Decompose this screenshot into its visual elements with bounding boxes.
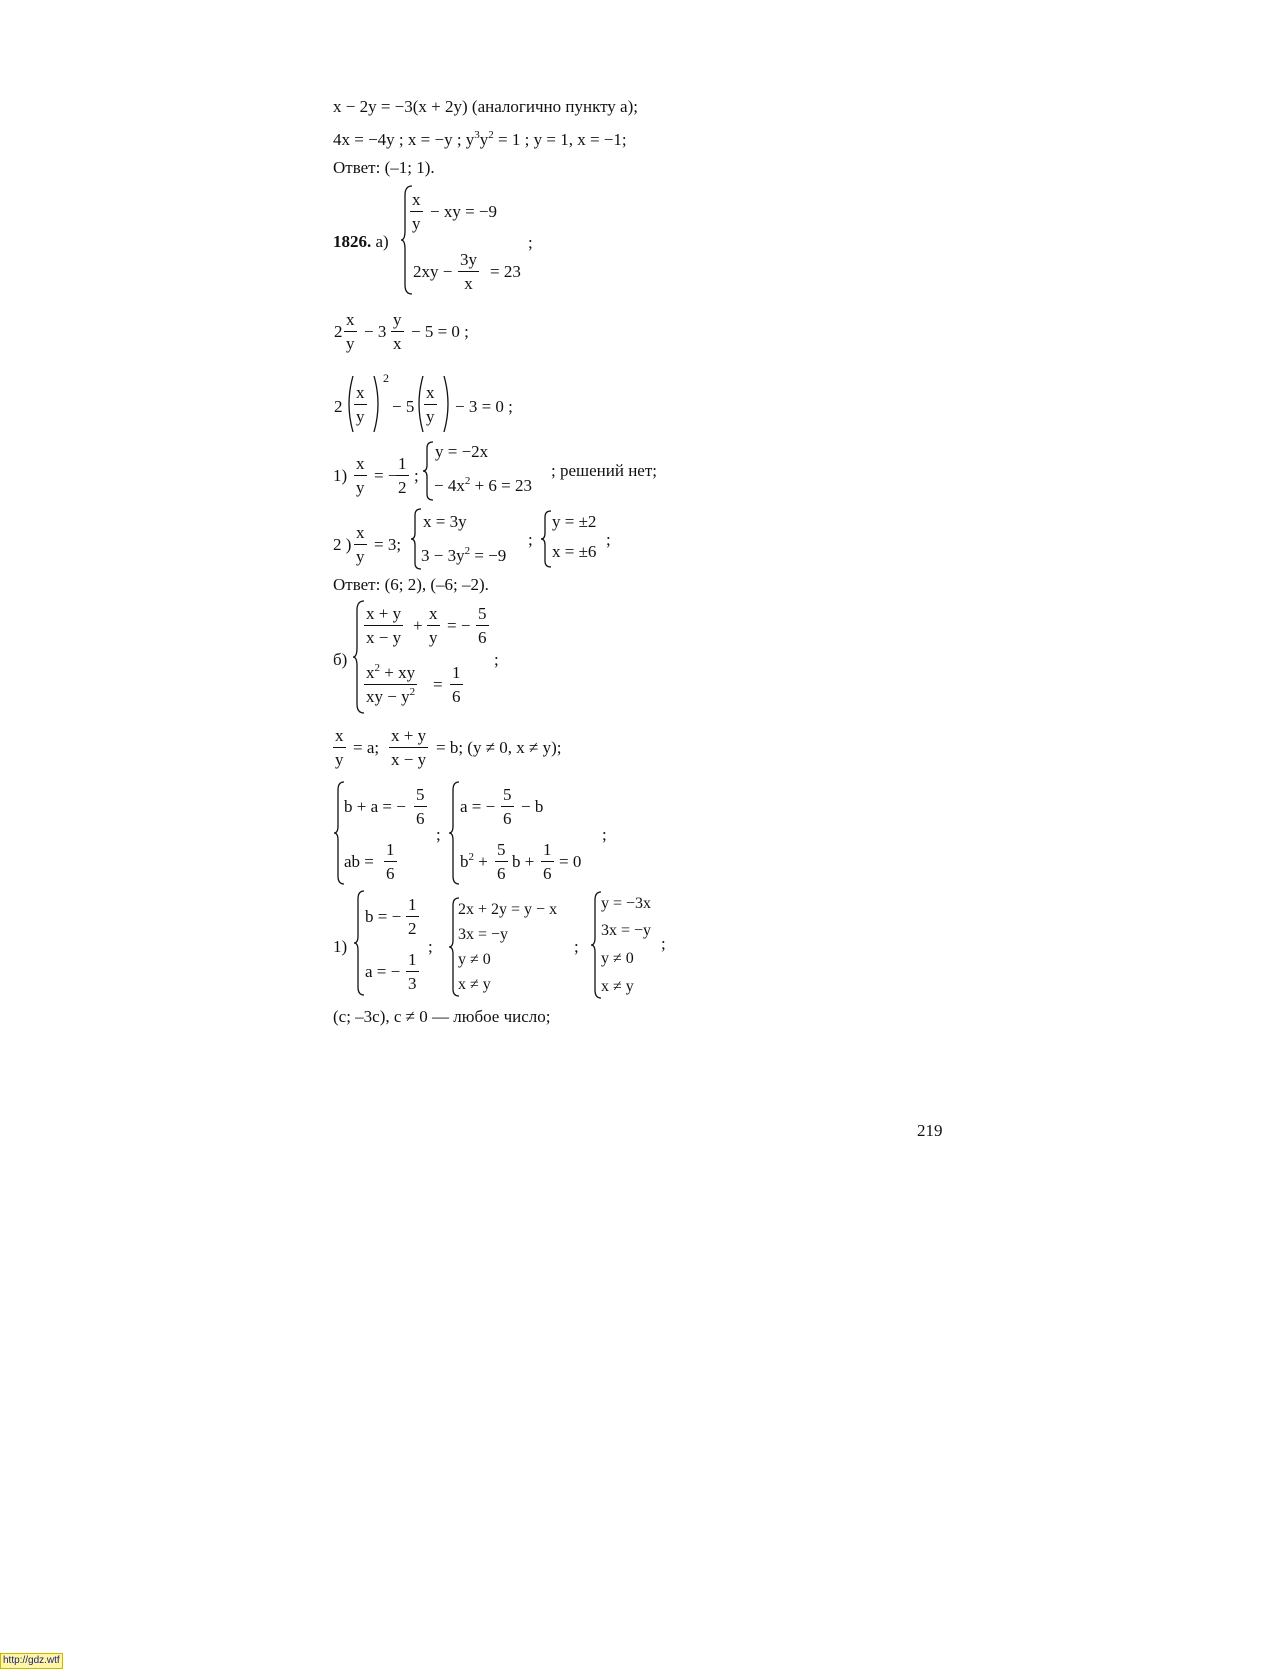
numerator: 5	[501, 785, 514, 807]
fraction-1-over-6	[541, 840, 554, 884]
fraction-x-over-y	[427, 604, 440, 648]
fraction-1-over-6	[384, 840, 397, 884]
numerator: x	[424, 383, 437, 405]
numerator: x	[354, 383, 367, 405]
denominator: 2	[408, 919, 417, 938]
denominator-exp: 2	[409, 686, 416, 698]
fraction-5-over-6	[414, 785, 427, 829]
d3-row2: 3x = −y	[601, 922, 652, 939]
fraction-1-over-6	[450, 663, 463, 707]
s4-row2-base: b	[460, 852, 469, 871]
denominator-part-a: xy − y	[366, 687, 410, 706]
numerator-exp: 2	[374, 662, 380, 674]
s4-row1-pre: a = −	[460, 797, 496, 816]
case2-result-row1: y = ±2	[552, 512, 597, 531]
fraction-xpy-over-xmy	[364, 604, 403, 648]
eq3-coef: 2	[334, 397, 343, 416]
numerator: x	[354, 523, 367, 545]
numerator: x + y	[389, 726, 428, 748]
numerator: x + y	[364, 604, 403, 626]
semicolon: ;	[428, 937, 433, 956]
equation-line-1: x − 2y = −3(x + 2y) (аналогично пункту а);	[333, 97, 638, 116]
paren-close	[373, 375, 383, 438]
numerator: 1	[406, 950, 419, 972]
sub-b: = b; (y ≠ 0, x ≠ y);	[436, 738, 562, 757]
system-1826a-row1-rest: − xy = −9	[430, 202, 498, 221]
case2-row2-exp: 2	[464, 545, 471, 557]
semicolon: ;	[414, 466, 419, 485]
eq2-coef: 2	[334, 322, 343, 341]
case1-row2-part-a: − 4x	[434, 476, 465, 495]
semicolon: ;	[602, 825, 607, 844]
denominator: y	[335, 750, 344, 769]
fraction-5-over-6	[501, 785, 514, 829]
numerator	[364, 663, 417, 685]
part-b-row1-eq: = −	[447, 616, 471, 635]
d1-row1: b = −	[365, 907, 402, 926]
case1-tail: ; решений нет;	[551, 461, 657, 480]
part-b-row2-eq: =	[433, 675, 443, 694]
semicolon: ;	[528, 233, 533, 252]
semicolon: ;	[436, 825, 441, 844]
d1-row2: a = −	[365, 962, 401, 981]
eq3-tail: − 3 = 0 ;	[455, 397, 513, 416]
plus-sign: +	[413, 616, 423, 635]
denominator: y	[426, 407, 435, 426]
numerator: x	[333, 726, 346, 748]
case2-row2	[421, 546, 506, 566]
fraction-x-over-y	[344, 310, 357, 354]
fraction-xpy-over-xmy	[389, 726, 428, 770]
system-1826a-row2-rest: = 23	[490, 262, 521, 281]
s3-row2: ab =	[344, 852, 374, 871]
final-line: (c; –3c), c ≠ 0 — любое число;	[333, 1007, 551, 1026]
fraction-x-over-y	[424, 383, 437, 427]
case1-row2-part-b: + 6 = 23	[470, 476, 533, 495]
denominator: 6	[543, 864, 552, 883]
paren-open	[414, 375, 424, 438]
case2-result-row2: x = ±6	[552, 542, 597, 561]
case-2-label: 2 )	[333, 535, 352, 554]
numerator: x	[410, 190, 423, 212]
system-brace-case1	[422, 441, 434, 501]
system-brace-d1	[353, 890, 365, 996]
case2-row1: x = 3y	[423, 512, 467, 531]
case-d1-label: 1)	[333, 937, 348, 956]
page-number: 219	[917, 1121, 943, 1140]
s4-row2-mid: b +	[512, 852, 535, 871]
system-brace-case2-result	[540, 510, 552, 568]
problem-number-label	[333, 232, 389, 252]
numerator: x	[427, 604, 440, 626]
part-a-label: а)	[375, 232, 389, 251]
semicolon: ;	[606, 530, 611, 549]
case2-row2-part-a: 3 − 3y	[421, 546, 465, 565]
denominator: 6	[416, 809, 425, 828]
fraction-5-over-6	[476, 604, 489, 648]
denominator: y	[429, 628, 438, 647]
fraction-1-over-2	[396, 454, 409, 498]
denominator: 2	[398, 478, 407, 497]
numerator-part-b: + xy	[380, 663, 416, 682]
numerator: 1	[541, 840, 554, 862]
denominator: 6	[478, 628, 487, 647]
d2-row3: y ≠ 0	[458, 951, 491, 968]
denominator: 6	[503, 809, 512, 828]
numerator: 3y	[458, 250, 479, 272]
answer-line-1: Ответ: (–1; 1).	[333, 158, 435, 177]
d2-row1: 2x + 2y = y − x	[458, 901, 558, 918]
d2-row4: x ≠ y	[458, 976, 491, 993]
eq3-square: 2	[383, 371, 389, 385]
sub-a: = a;	[353, 738, 380, 757]
line2-part-a: 4x = −4y ; x = −y ; y	[333, 130, 475, 149]
part-b-label: б)	[333, 650, 348, 669]
numerator: 1	[384, 840, 397, 862]
fraction-x2xy-over-xyy2	[364, 663, 417, 707]
s3-row1: b + a = −	[344, 797, 406, 816]
case1-row2	[434, 476, 532, 496]
fraction-y-over-x	[391, 310, 404, 354]
numerator: 1	[450, 663, 463, 685]
denominator: x − y	[366, 628, 402, 647]
eq3-minus5: − 5	[392, 397, 415, 416]
denominator: y	[356, 407, 365, 426]
d3-row4: x ≠ y	[601, 978, 634, 995]
denominator: y	[356, 478, 365, 497]
fraction-x-over-y	[354, 383, 367, 427]
denominator: x − y	[391, 750, 427, 769]
denominator: 6	[386, 864, 395, 883]
denominator: y	[356, 547, 365, 566]
numerator: 5	[495, 840, 508, 862]
s4-row1-post: − b	[521, 797, 544, 816]
s4-row2-plus: +	[474, 852, 488, 871]
denominator: y	[412, 214, 421, 233]
d3-row1: y = −3x	[601, 895, 652, 912]
system-brace-quadratic	[448, 781, 460, 885]
s4-row2-exp: 2	[468, 851, 474, 863]
semicolon: ;	[494, 650, 499, 669]
numerator-part-a: x	[366, 663, 375, 682]
case-1-eq: = −	[374, 466, 398, 485]
numerator: x	[354, 454, 367, 476]
line2-part-e: = 1 ; y = 1, x = −1;	[493, 130, 627, 149]
case1-row1: y = −2x	[435, 442, 489, 461]
line2-exp-2: 2	[488, 129, 494, 141]
line2-part-c: y	[479, 130, 489, 149]
semicolon: ;	[574, 937, 579, 956]
eq2-minus3: − 3	[364, 322, 387, 341]
eq2-tail: − 5 = 0 ;	[411, 322, 469, 341]
numerator: y	[391, 310, 404, 332]
fraction-x-over-y	[333, 726, 346, 770]
denominator: 6	[452, 687, 461, 706]
denominator: x	[464, 274, 473, 293]
s4-row2-end: = 0	[559, 852, 582, 871]
numerator: x	[344, 310, 357, 332]
denominator: x	[393, 334, 402, 353]
semicolon: ;	[528, 530, 533, 549]
equation-line-2	[333, 130, 627, 150]
paren-close	[443, 375, 453, 438]
fraction-3y-over-x	[458, 250, 479, 294]
numerator: 5	[476, 604, 489, 626]
case-1-label: 1)	[333, 466, 348, 485]
s4-row2-pre	[460, 852, 488, 872]
fraction-x-over-y	[354, 523, 367, 567]
case2-row2-part-b: = −9	[470, 546, 507, 565]
denominator: 6	[497, 864, 506, 883]
semicolon: ;	[661, 934, 666, 953]
numerator: 1	[406, 895, 419, 917]
fraction-x-over-y	[410, 190, 423, 234]
fraction-1-over-2	[406, 895, 419, 939]
paren-open	[344, 375, 354, 438]
d3-row3: y ≠ 0	[601, 950, 634, 967]
numerator: 1	[396, 454, 409, 476]
case1-row2-exp: 2	[464, 475, 471, 487]
answer-line-2: Ответ: (6; 2), (–6; –2).	[333, 575, 489, 594]
d2-row2: 3x = −y	[458, 926, 509, 943]
problem-number: 1826.	[333, 232, 372, 251]
case-2-eq: = 3;	[374, 535, 402, 554]
denominator	[364, 685, 417, 707]
system-1826a-row2-pre: 2xy −	[413, 262, 453, 281]
fraction-1-over-3	[406, 950, 419, 994]
denominator: 3	[408, 974, 417, 993]
footer-site-link[interactable]: http://gdz.wtf	[0, 1653, 63, 1669]
fraction-x-over-y	[354, 454, 367, 498]
denominator: y	[346, 334, 355, 353]
line2-exp-3: 3	[474, 129, 480, 141]
numerator: 5	[414, 785, 427, 807]
fraction-5-over-6	[495, 840, 508, 884]
